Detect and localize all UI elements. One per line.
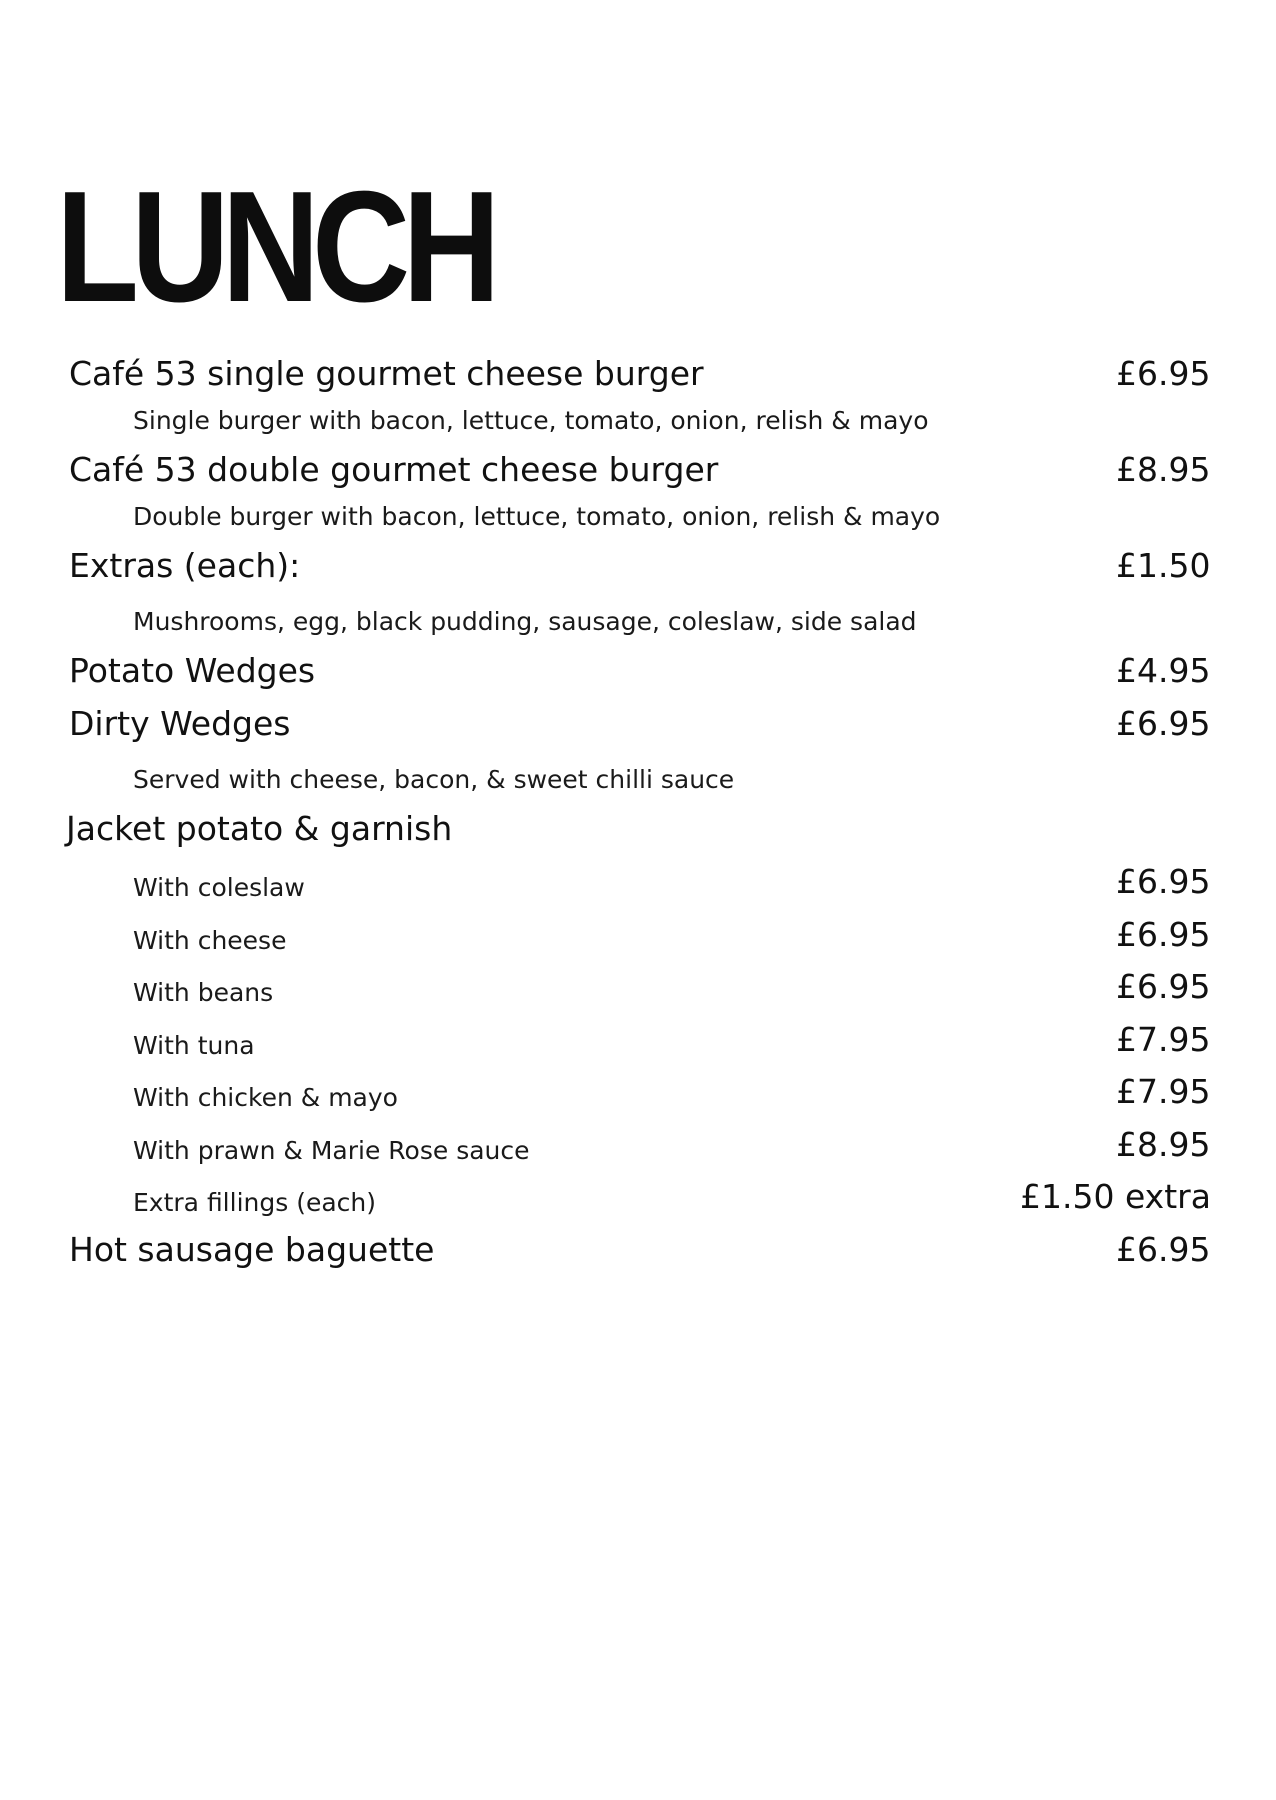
jacket-option-price: £6.95 xyxy=(1116,862,1211,901)
jacket-option-price: £1.50 extra xyxy=(1020,1177,1211,1216)
item-name-extras: Extras (each): xyxy=(69,546,301,585)
menu-title: LUNCH xyxy=(56,159,493,335)
jacket-option-label: With beans xyxy=(133,978,274,1007)
jacket-option-price: £6.95 xyxy=(1116,967,1211,1006)
jacket-option-price: £8.95 xyxy=(1116,1125,1211,1164)
item-name-dirty-wedges: Dirty Wedges xyxy=(69,704,291,743)
jacket-option-price: £7.95 xyxy=(1116,1020,1211,1059)
item-name-potato-wedges: Potato Wedges xyxy=(69,651,316,690)
item-price-dirty-wedges: £6.95 xyxy=(1116,704,1211,743)
item-price-potato-wedges: £4.95 xyxy=(1116,651,1211,690)
item-name-single-burger: Café 53 single gourmet cheese burger xyxy=(69,354,704,393)
jacket-option-label: With coleslaw xyxy=(133,873,305,902)
jacket-option-label: With cheese xyxy=(133,926,287,955)
jacket-option-label: Extra fillings (each) xyxy=(133,1188,377,1217)
jacket-option-label: With prawn & Marie Rose sauce xyxy=(133,1136,530,1165)
section-heading-jacket-potato: Jacket potato & garnish xyxy=(66,809,453,848)
jacket-option-price: £7.95 xyxy=(1116,1072,1211,1111)
item-name-double-burger: Café 53 double gourmet cheese burger xyxy=(69,450,719,489)
item-description-single-burger: Single burger with bacon, lettuce, tomato, onion, relish & mayo xyxy=(133,406,929,435)
item-description-extras: Mushrooms, egg, black pudding, sausage, coleslaw, side salad xyxy=(133,607,917,636)
jacket-option-price: £6.95 xyxy=(1116,915,1211,954)
item-description-double-burger: Double burger with bacon, lettuce, tomato, onion, relish & mayo xyxy=(133,502,941,531)
item-price-hot-sausage-baguette: £6.95 xyxy=(1116,1230,1211,1269)
jacket-option-label: With chicken & mayo xyxy=(133,1083,398,1112)
jacket-option-label: With tuna xyxy=(133,1031,255,1060)
item-price-extras: £1.50 xyxy=(1116,546,1211,585)
item-name-hot-sausage-baguette: Hot sausage baguette xyxy=(69,1230,435,1269)
item-price-single-burger: £6.95 xyxy=(1116,354,1211,393)
item-price-double-burger: £8.95 xyxy=(1116,450,1211,489)
item-description-dirty-wedges: Served with cheese, bacon, & sweet chilli sauce xyxy=(133,765,735,794)
